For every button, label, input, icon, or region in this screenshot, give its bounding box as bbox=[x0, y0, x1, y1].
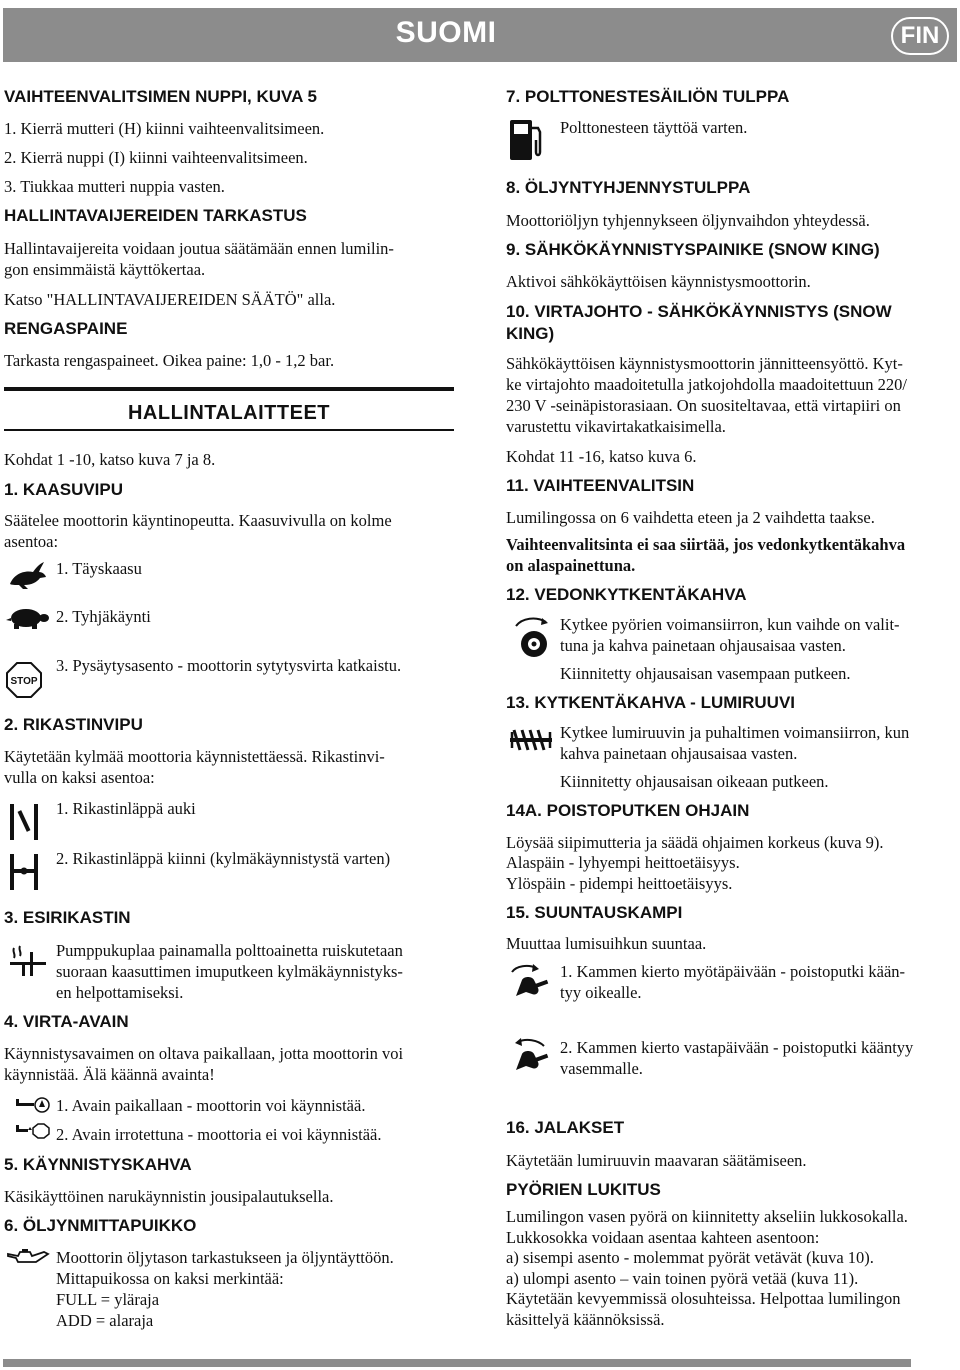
wheel-lock-line-4: a) ulompi asento – vain toinen pyörä vetää (kuva 11). bbox=[506, 1269, 859, 1288]
controls-intro: Kohdat 1 -10, katso kuva 7 ja 8. bbox=[4, 450, 216, 469]
cable-check-text-a: Hallintavaijereita voidaan joutua säätämään ennen lumilin- bbox=[4, 239, 394, 258]
chute-crank-text: Muuttaa lumisuihkun suuntaa. bbox=[506, 934, 707, 953]
step-2: 2. Kierrä nuppi (I) kiinni vaihteenvalitsimeen. bbox=[4, 148, 308, 167]
heading-primer: 3. ESIRIKASTIN bbox=[4, 908, 131, 927]
page-header-bar bbox=[3, 8, 957, 62]
power-cord-text-b: ke virtajohto maadoitetulla jatkojohdolla maadoitettuun 220/ bbox=[506, 375, 907, 394]
heading-recoil-start: 5. KÄYNNISTYSKAHVA bbox=[4, 1155, 192, 1174]
dipstick-line-3: FULL = yläraja bbox=[56, 1290, 160, 1309]
language-badge: FIN bbox=[891, 17, 949, 55]
wheel-lock-line-2: Lukkosokka voidaan asentaa kahteen asentoon: bbox=[506, 1228, 820, 1247]
wheel-lock-line-5: Käytetään kevyemmissä olosuhteissa. Helpottaa lumilingon bbox=[506, 1289, 901, 1308]
wheel-lock-line-6: käsittelyä käännöksissä. bbox=[506, 1310, 665, 1329]
oil-drain-text: Moottoriöljyn tyhjennykseen öljynvaihdon yhteydessä. bbox=[506, 211, 870, 230]
heading-oil-drain: 8. ÖLJYNTYHJENNYSTULPPA bbox=[506, 178, 751, 197]
primer-text-b: suoraan kaasuttimen imuputkeen kylmäkäynnistyks- bbox=[56, 962, 403, 981]
oil-can-icon bbox=[6, 1248, 50, 1266]
heading-dipstick: 6. ÖLJYNMITTAPUIKKO bbox=[4, 1216, 197, 1235]
choke-option-2: 2. Rikastinläppä kiinni (kylmäkäynnistystä varten) bbox=[56, 849, 391, 868]
section-rule-bottom bbox=[4, 429, 454, 431]
choke-closed-icon bbox=[6, 852, 42, 892]
choke-text-b: vulla on kaksi asentoa: bbox=[4, 768, 155, 787]
throttle-text-b: asentoa: bbox=[4, 532, 59, 551]
chute-crank-option-1b: tyy oikealle. bbox=[560, 983, 642, 1002]
choke-option-1: 1. Rikastinläppä auki bbox=[56, 799, 196, 818]
heading-wheel-lock: PYÖRIEN LUKITUS bbox=[506, 1180, 661, 1199]
stop-sign-text: STOP bbox=[10, 676, 38, 687]
power-cord-text-a: Sähkökäyttöisen käynnistysmoottorin jännitteensyöttö. Kyt- bbox=[506, 354, 903, 373]
auger-lever-text-c: Kiinnitetty ohjausaisan oikeaan putkeen. bbox=[560, 772, 829, 791]
key-removed-icon bbox=[14, 1120, 54, 1142]
electric-start-button-text: Aktivoi sähkökäyttöisen käynnistysmoottorin. bbox=[506, 272, 811, 291]
cable-check-ref: Katso "HALLINTAVAIJEREIDEN SÄÄTÖ" alla. bbox=[4, 290, 336, 309]
chute-deflector-line-3: Ylöspäin - pidempi heittoetäisyys. bbox=[506, 874, 733, 893]
chute-crank-option-1a: 1. Kammen kierto myötäpäivään - poistoputki kään- bbox=[560, 962, 906, 981]
wheel-lock-line-3: a) sisempi asento - molemmat pyörät vetävät (kuva 10). bbox=[506, 1248, 874, 1267]
recoil-start-text: Käsikäyttöinen narukäynnistin jousipalautuksella. bbox=[4, 1187, 334, 1206]
primer-icon bbox=[8, 944, 48, 978]
wheel-drive-icon bbox=[512, 614, 554, 660]
heading-ignition-key: 4. VIRTA-AVAIN bbox=[4, 1012, 129, 1031]
heading-power-cord-a: 10. VIRTAJOHTO - SÄHKÖKÄYNNISTYS (SNOW bbox=[506, 302, 892, 321]
throttle-option-3: 3. Pysäytysasento - moottorin sytytysvirta katkaistu. bbox=[56, 656, 402, 675]
choke-open-icon bbox=[6, 802, 42, 842]
gear-selector-warning-b: on alaspainettuna. bbox=[506, 556, 636, 575]
heading-electric-start-button: 9. SÄHKÖKÄYNNISTYSPAINIKE (SNOW KING) bbox=[506, 240, 880, 259]
choke-text-a: Käytetään kylmää moottoria käynnistettäessä. Rikastinvi- bbox=[4, 747, 385, 766]
heading-gear-knob: VAIHTEENVALITSIMEN NUPPI, KUVA 5 bbox=[4, 87, 317, 106]
heading-chute-deflector: 14A. POISTOPUTKEN OHJAIN bbox=[506, 801, 750, 820]
auger-lever-text-a: Kytkee lumiruuvin ja puhaltimen voimansiirron, kun bbox=[560, 723, 910, 742]
step-1: 1. Kierrä mutteri (H) kiinni vaihteenvalitsimeen. bbox=[4, 119, 325, 138]
tire-pressure-text: Tarkasta rengaspaineet. Oikea paine: 1,0 - 1,2 bar. bbox=[4, 351, 335, 370]
heading-chute-crank: 15. SUUNTAUSKAMPI bbox=[506, 903, 683, 922]
heading-tire-pressure: RENGASPAINE bbox=[4, 319, 128, 338]
power-cord-text-d: varustettu vikavirtakatkaisimella. bbox=[506, 417, 726, 436]
auger-icon bbox=[508, 728, 554, 752]
heading-skid-shoes: 16. JALAKSET bbox=[506, 1118, 625, 1137]
heading-throttle: 1. KAASUVIPU bbox=[4, 480, 124, 499]
heading-cable-check: HALLINTAVAIJEREIDEN TARKASTUS bbox=[4, 206, 307, 225]
primer-text-c: en helpottamiseksi. bbox=[56, 983, 184, 1002]
fuel-cap-text: Polttonesteen täyttöä varten. bbox=[560, 118, 748, 137]
throttle-option-1: 1. Täyskaasu bbox=[56, 559, 142, 578]
throttle-text-a: Säätelee moottorin käyntinopeutta. Kaasuvivulla on kolme bbox=[4, 511, 392, 530]
power-cord-text-c: 230 V -seinäpistorasiaan. On suositeltavaa, että virtapiiri on bbox=[506, 396, 901, 415]
skid-shoes-text: Käytetään lumiruuvin maavaran säätämiseen. bbox=[506, 1151, 807, 1170]
primer-text-a: Pumppukuplaa painamalla polttoainetta ruiskutetaan bbox=[56, 941, 403, 960]
heading-power-cord-b: KING) bbox=[506, 324, 555, 343]
key-text-a: Käynnistysavaimen on oltava paikallaan, jotta moottorin voi bbox=[4, 1044, 404, 1063]
chute-deflector-line-2: Alaspäin - lyhyempi heittoetäisyys. bbox=[506, 853, 740, 872]
fuel-pump-icon bbox=[508, 118, 544, 162]
crank-clockwise-icon bbox=[508, 962, 552, 1000]
turtle-icon bbox=[6, 606, 50, 630]
key-option-1: 1. Avain paikallaan - moottorin voi käynnistää. bbox=[56, 1096, 366, 1115]
section-rule-top bbox=[4, 387, 454, 391]
drive-lever-text-a: Kytkee pyörien voimansiirron, kun vaihde on valit- bbox=[560, 615, 900, 634]
chute-crank-option-2a: 2. Kammen kierto vastapäivään - poistoputki kääntyy bbox=[560, 1038, 914, 1057]
section-title: HALLINTALAITTEET bbox=[127, 402, 331, 424]
heading-gear-selector: 11. VAIHTEENVALITSIN bbox=[506, 476, 695, 495]
chute-deflector-line-1: Löysää siipimutteria ja säädä ohjaimen korkeus (kuva 9). bbox=[506, 833, 884, 852]
drive-lever-text-c: Kiinnitetty ohjausaisan vasempaan putkeen. bbox=[560, 664, 851, 683]
wheel-lock-line-1: Lumilingon vasen pyörä on kiinnitetty akseliin lukkosokalla. bbox=[506, 1207, 908, 1226]
crank-counterclockwise-icon bbox=[508, 1036, 552, 1074]
auger-lever-text-b: kahva painetaan ohjausaisaa vasten. bbox=[560, 744, 798, 763]
header-title: SUOMI bbox=[395, 16, 497, 49]
heading-fuel-cap: 7. POLTTONESTESÄILIÖN TULPPA bbox=[506, 87, 790, 106]
drive-lever-text-b: tuna ja kahva painetaan ohjausaisaa vasten. bbox=[560, 636, 846, 655]
dipstick-line-2: Mittapuikossa on kaksi merkintää: bbox=[56, 1269, 284, 1288]
key-option-2: 2. Avain irrotettuna - moottoria ei voi käynnistää. bbox=[56, 1125, 382, 1144]
dipstick-line-1: Moottorin öljytason tarkastukseen ja öljyntäyttöön. bbox=[56, 1248, 394, 1267]
rabbit-icon bbox=[6, 560, 48, 590]
controls-intro-2: Kohdat 11 -16, katso kuva 6. bbox=[506, 447, 697, 466]
key-inserted-icon bbox=[14, 1094, 54, 1116]
heading-choke: 2. RIKASTINVIPU bbox=[4, 715, 143, 734]
page-footer-bar bbox=[3, 1359, 911, 1367]
key-text-b: käynnistää. Älä käännä avainta! bbox=[4, 1065, 215, 1084]
throttle-option-2: 2. Tyhjäkäynti bbox=[56, 607, 151, 626]
cable-check-text-b: gon ensimmäistä käyttökertaa. bbox=[4, 260, 206, 279]
heading-drive-lever: 12. VEDONKYTKENTÄKAHVA bbox=[506, 585, 747, 604]
heading-auger-lever: 13. KYTKENTÄKAHVA - LUMIRUUVI bbox=[506, 693, 796, 712]
dipstick-line-4: ADD = alaraja bbox=[56, 1311, 154, 1330]
step-3: 3. Tiukkaa mutteri nuppia vasten. bbox=[4, 177, 225, 196]
chute-crank-option-2b: vasemmalle. bbox=[560, 1059, 643, 1078]
stop-sign-icon bbox=[6, 662, 42, 698]
gear-selector-text: Lumilingossa on 6 vaihdetta eteen ja 2 vaihdetta taakse. bbox=[506, 508, 875, 527]
gear-selector-warning-a: Vaihteenvalitsinta ei saa siirtää, jos vedonkytkentäkahva bbox=[506, 535, 906, 554]
